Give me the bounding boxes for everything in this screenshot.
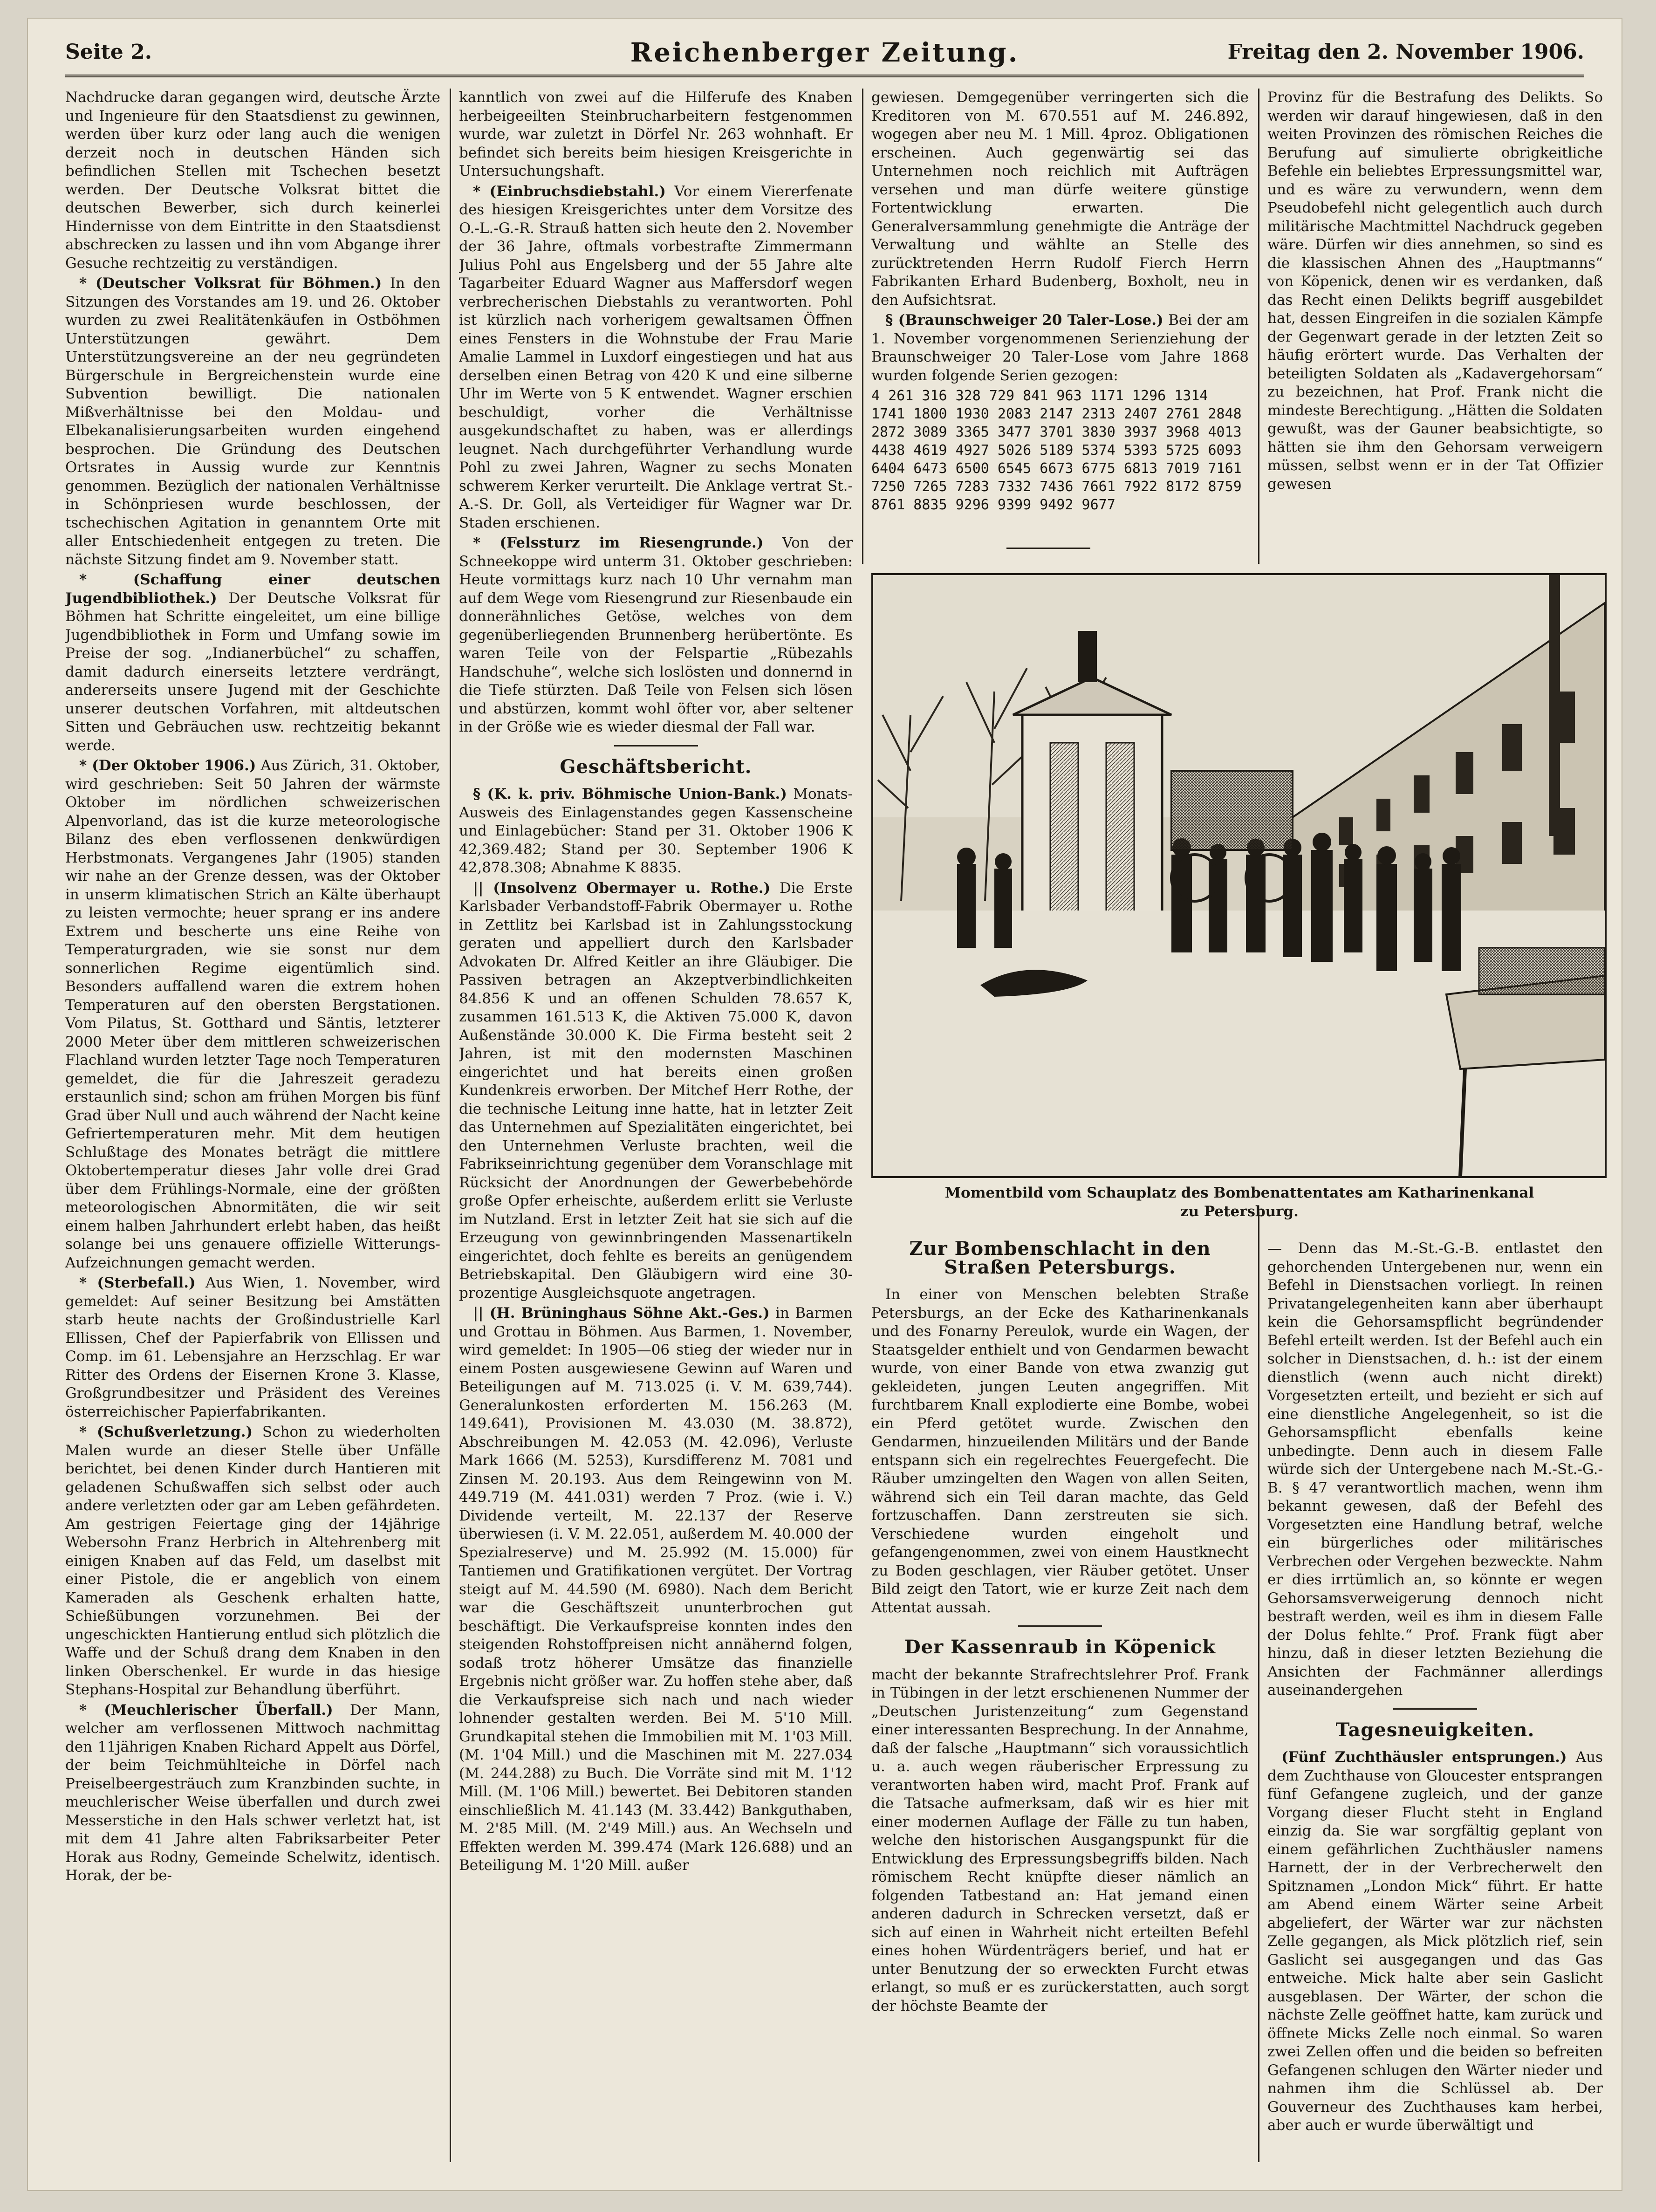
article-paragraph: kanntlich von zwei auf die Hilferufe des Knaben herbeigeeilten Steinbrucharbeitern festgenommen wurde, war zuletzt in Dörfel Nr. 263 wohnhaft. Er befindet sich bereits beim hiesigen Kreisgerichte in Untersuchungshaft. (459, 89, 853, 179)
section-heading: Geschäftsbericht. (560, 755, 752, 778)
column-4-lower (1267, 1240, 1603, 2171)
section-heading: Tagesneuigkeiten. (1335, 1719, 1535, 1741)
section-divider (1018, 1625, 1102, 1627)
article-paragraph: Aus dem Zuchthause von Gloucester entsprangen fünf Gefangene zugleich, und der ganze Vorgang dieser Flucht steht in England einzig da. Sie war sorgfältig geplant von einem gefährlichen Zuchthäusler namens Harnett, der in der Verbrecherwelt den Spitznamen „London Mick“ führt. Er hatte am Abend einem Wärter seine Arbeit abgeliefert, der Wärter war zur nächsten Zelle gegangen, als Mick plötzlich rief, sein Gaslicht sei ausgegangen und das Gas entweiche. Mick halte aber sein Gaslicht ausgeblasen. Der Wärter, der schon die nächste Zelle geöffnet hatte, kam zurück und öffnete Micks Zelle noch einmal. So waren zwei Zellen offen und die beiden so befreiten Gefangenen schlugen den Wärter nieder und nahmen ihm die Schlüssel ab. Der Gouverneur des Zuchthauses kam herbei, aber auch er wurde überwältigt und (1267, 1749, 1603, 2134)
article-headline: § (K. k. priv. Böhmische Union-Bank.) (473, 786, 787, 802)
article-headline: * (Meuchlerischer Überfall.) (79, 1701, 333, 1719)
article-paragraph: Aus Wien, 1. November, wird gemeldet: Auf seiner Besitzung bei Amstätten starb heute nachts der Großindustrielle Karl Ellissen, Chef der Papierfabrik von Ellissen und Comp. im 61. Lebensjahre an Herzschlag. Er war Ritter des Ordens der Eisernen Krone 3. Klasse, Großgrundbesitzer und Präsident des Vereines österreichischer Papierfabrikanten. (65, 1274, 440, 1420)
article-headline: * (Der Oktober 1906.) (79, 757, 256, 774)
figure-caption (881, 1184, 1598, 1221)
article-paragraph: in Barmen und Grottau in Böhmen. Aus Barmen, 1. November, wird gemeldet: In 1905—06 stieg der wieder nur in einem Posten ausgewiesene Gewinn auf Waren und Beteiligungen auf M. 713.025 (i. V. M. 639,744). Generalunkosten erforderten M. 156.263 (M. 149.641), Provisionen M. 43.030 (M. 38.872), Abschreibungen M. 42.053 (M. 42.096), Verluste Mark 1666 (M. 5253), Kursdifferenz M. 7081 und Zinsen M. 20.193. Aus dem Reingewinn von M. 449.719 (M. 441.031) werden 7 Proz. (wie i. V.) Dividende verteilt, M. 22.137 der Reserve überwiesen (i. V. M. 22.051, außerdem M. 40.000 der Spezialreserve) und M. 25.992 (M. 15.000) für Tantiemen und Gratifikationen vergütet. Der Vortrag steigt auf M. 44.590 (M. 6980). Nach dem Bericht war die Geschäftszeit ununterbrochen gut beschäftigt. Die Verkaufspreise konnten indes den steigenden Rohstoffpreisen nicht annähernd folgen, sodaß trotz höherer Umsätze das finanzielle Ergebnis nicht größer war. Zu hoffen stehe aber, daß die Verkaufspreise sich nach und nach wieder lohnender gestalten werden. Bei M. 5'10 Mill. Grundkapital stehen die Immobilien mit M. 1'03 Mill. (M. 1'04 Mill.) und die Maschinen mit M. 227.034 (M. 244.288) zu Buch. Die Vorräte sind mit M. 1'12 Mill. (M. 1'06 Mill.) bewertet. Bei Debitoren standen einschließlich M. 41.143 (M. 33.442) Bankguthaben, M. 2'85 Mill. (M. 2'49 Mill.) aus. An Wechseln und Effekten werden M. 399.474 (Mark 126.688) und an Beteiligung M. 1'20 Mill. außer (459, 1305, 853, 1874)
section-divider (1006, 548, 1090, 549)
article-paragraph: — Denn das M.-St.-G.-B. entlastet den gehorchenden Untergebenen nur, wenn ein Befehl in Dienstsachen vorliegt. In reinen Privatangelegenheiten kann aber überhaupt kein die Gehorsamspflicht begründender Befehl erteilt werden. Ist der Befehl auch ein solcher in Dienstsachen, d. h.: ist der einem dienstlich (wenn auch nicht direkt) Vorgesetzten erteilt, und bezieht er sich auf eine dienstliche Angelegenheit, so ist die Gehorsamspflicht ebenfalls keine unbedingte. Denn auch in diesem Falle würde sich der Untergebene nach M.-St.-G.-B. § 47 verantwortlich machen, wenn ihm bekannt gewesen, daß der Befehl des Vorgesetzten eine Handlung betraf, welche ein bürgerliches oder militärisches Verbrechen oder Vergehen bezweckte. Nahm er dies irrtümlich an, so könnte er wegen Gehorsamsverweigerung dennoch nicht bestraft werden, weil es ihm in diesem Falle der Dolus fehlte.“ Prof. Frank fügt aber hinzu, daß in dieser letzten Beziehung die Ansichten der Fachmänner allerdings auseinandergehen (1267, 1240, 1603, 1698)
article-paragraph: Bei der am 1. November vorgenommenen Serienziehung der Braunschweiger 20 Taler-Lose vom Jahre 1868 wurden folgende Serien gezogen: (871, 312, 1249, 384)
article-headline: * (Schußverletzung.) (79, 1424, 253, 1440)
article-paragraph: macht der bekannte Strafrechtslehrer Prof. Frank in Tübingen in der letzt erschienenen Nummer der „Deutschen Juristenzeitung“ zum Gegenstand einer interessanten Besprechung. In der Annahme, daß der falsche „Hauptmann“ sich voraussichtlich u. a. auch wegen räuberischer Erpressung zu verantworten haben wird, macht Prof. Frank auf die Tatsache aufmerksam, daß wir es hier mit einer modernen Auflage der Fälle zu tun haben, welche den historischen Ausgangspunkt für die Entwicklung des Erpressungsbegriffs bilden. Nach römischem Recht knüpfte dieser nämlich an folgenden Tatbestand an: Hat jemand einen anderen dadurch in Schrecken versetzt, daß er sich auf einen in Wahrheit nicht erteilten Befehl eines hohen Würdenträgers berief, und hat er unter Benutzung der so erweckten Furcht etwas erlangt, so muß er es zurückerstatten, auch sorgt der höchste Beamte der (871, 1666, 1249, 2014)
article-paragraph: Der Deutsche Volksrat für Böhmen hat Schritte eingeleitet, um eine billige Jugendbibliothek in Form und Umfang sowie im Preise der sog. „Indianerbüchel“ zu schaffen, damit dadurch einerseits letztere verdrängt, andererseits unsere Jugend mit der Geschichte unserer deutschen Vorfahren, mit altdeutschen Sitten und Gebräuchen usw. rechtzeitig bekannt werde. (65, 589, 440, 754)
page-number: Seite 2. (65, 40, 152, 64)
newspaper-title: Reichenberger Zeitung. (630, 37, 1020, 68)
article-paragraph: In den Sitzungen des Vorstandes am 19. und 26. Oktober wurden zu zwei Realitätenkäufen in Ostböhmen Unterstützungen gewährt. Dem Unterstützungsvereine an der neu gegründeten Bürgerschule in Bergreichenstein wurde eine Subvention bewilligt. Die nationalen Mißverhältnisse bei den Moldau- und Elbekanalisierungsarbeiten wurden eingehend besprochen. Die Gründung des Deutschen Ortsrates in Aussig wurde zur Kenntnis genommen. Bezüglich der nationalen Verhältnisse in Schönpriesen wurde beschlossen, der tschechischen Agitation in genanntem Orte mit aller Entschiedenheit entgegen zu treten. Die nächste Sitzung findet am 9. November statt. (65, 275, 440, 568)
issue-date: Freitag den 2. November 1906. (1227, 40, 1584, 64)
article-paragraph: Monats-Ausweis des Einlagenstandes gegen Kassenscheine und Einlagebücher: Stand per 31. Oktober 1906 K 42,369.482; Stand per 30. September 1906 K 42,878.308; Abnahme K 8835. (459, 786, 853, 876)
article-headline: || (H. Brüninghaus Söhne Akt.-Ges.) (473, 1305, 770, 1322)
article-paragraph: Aus Zürich, 31. Oktober, wird geschrieben: Seit 50 Jahren der wärmste Oktober im nördlichen schweizerischen Alpenvorland, das ist die kurze meteorologische Bilanz des eben verflossenen denkwürdigen Herbstmonats. Vergangenes Jahr (1905) standen wir nahe an der Grenze dessen, was der Oktober in unserm klimatischen Strich an Kälte überhaupt zu leisten vermochte; heuer sprang er ins andere Extrem und bescherte uns eine Reihe von Temperaturgraden, wie sie sonst nur dem sonnerlichen Regime eigentümlich sind. Besonders auffallend waren die extrem hohen Temperaturen auf den obersten Bergstationen. Vom Pilatus, St. Gotthard und Säntis, letzterer 2000 Meter über dem mittleren schweizerischen Flachland wurden letzter Tage noch Temperaturen gemeldet, die für die Jahreszeit geradezu erstaunlich sind; schon am frühen Morgen bis fünf Grad über Null und auch während der Nacht keine Gefriertemperaturen mehr. Mit dem heutigen Schlußtage des Monates beträgt die mittlere Oktobertemperatur dieses Jahr volle drei Grad über dem Frühlings-Normale, eine der größten meteorologischen Abnormitäten, die wir seit einem halben Jahrhundert erlebt haben, das heißt solange bei uns genauere offizielle Witterungs-Aufzeichnungen gemacht werden. (65, 757, 440, 1271)
section-divider (1393, 1708, 1477, 1710)
section-heading: Zur Bombenschlacht in den (909, 1240, 1211, 1260)
news-illustration (871, 573, 1607, 1178)
column-rule (1258, 89, 1259, 564)
article-paragraph: Vor einem Viererfenate des hiesigen Kreisgerichtes unter dem Vorsitze des O.-L.-G.-R. Strauß hatten sich heute den 2. November der 36 Jahre, oftmals vorbestrafte Zimmermann Julius Pohl aus Engelsberg und der 55 Jahre alte Tagarbeiter Eduard Wagner aus Maffersdorf wegen verbrecherischen Diebstahls zu verantworten. Pohl ist kürzlich nach vorherigem gewaltsamen Öffnen eines Fensters in die Wohnstube der Frau Marie Amalie Lammel in Luxdorf eingestiegen und hat aus derselben einen Betrag von 420 K und eine silberne Uhr im Werte von 5 K entwendet. Wagner erschien beschuldigt, vorher die Verhältnisse ausgekundschaftet zu haben, was er allerdings leugnet. Nach durchgeführter Verhandlung wurde Pohl zu zwei Jahren, Wagner zu sechs Monaten schwerem Kerker verurteilt. Die Anklage vertrat St.-A.-S. Dr. Goll, als Verteidiger für Wagner war Dr. Staden erschienen. (459, 183, 853, 531)
article-paragraph: Von der Schneekoppe wird unterm 31. Oktober geschrieben: Heute vormittags kurz nach 10 Uhr vernahm man auf dem Wege vom Riesengrund zur Riesenbaude ein donnerähnliches Getöse, welches von dem gegenüberliegenden Brunnenberg herübertönte. Es waren Teile von der Felspartie „Rübezahls Handschuhe“, welche sich loslösten und donnernd in die Tiefe stürzten. Daß Teile von Felsen sich lösen und abstürzen, kommt wohl öfter vor, aber seltener in der Größe wie es wieder diesmal der Fall war. (459, 534, 853, 735)
section-heading: Der Kassenraub in Köpenick (904, 1636, 1216, 1658)
article-headline: (Fünf Zuchthäusler entsprungen.) (1281, 1749, 1567, 1766)
column-3-lower (871, 1240, 1249, 2171)
article-paragraph: Schon zu wiederholten Malen wurde an dieser Stelle über Unfälle berichtet, bei denen Kinder durch Hantieren mit geladenen Schußwaffen sich selbst oder auch andere verletzten oder gar am Leben gefährdeten. Am gestrigen Feiertage ging der 14jährige Webersohn Franz Herbrich in Altehrenberg mit einigen Knaben auf das Feld, um daselbst mit einer Pistole, die er angeblich von einem Kameraden als Geschenk erhalten hatte, Schießübungen vorzunehmen. Bei der ungeschickten Hantierung entlud sich plötzlich die Waffe und der Schuß drang dem Knaben in den linken Oberschenkel. Er wurde in das hiesige Stephans-Hospital zur Behandlung überführt. (65, 1424, 440, 1698)
column-2 (459, 89, 853, 2167)
article-paragraph: Die Erste Karlsbader Verbandstoff-Fabrik Obermayer u. Rothe in Zettlitz bei Karlsbad ist in Zahlungsstockung geraten und appelliert durch den Karlsbader Advokaten Dr. Alfred Keitler an ihre Gläubiger. Die Passiven betragen an Akzeptverbindlichkeiten 84.856 K und an offenen Schulden 78.657 K, zusammen 161.513 K, die Aktiven 75.000 K, davon Außenstände 30.000 K. Die Firma besteht seit 2 Jahren, ist mit den modernsten Maschinen eingerichtet und hat bereits einen großen Kundenkreis erworben. Der Mitchef Herr Rothe, der die technische Leitung inne hatte, hat in letzter Zeit das Unternehmen auf Spezialitäten eingerichtet, bei den Unternehmen Verluste brachten, weil die Fabrikseinrichtung gegenüber dem Voranschlage mit Rücksicht der Anordnungen der Gewerbebehörde große Opfer erheischte, außerdem erlitt sie Verluste im Nutzland. Erst in letzter Zeit hat sie sich auf die Erzeugung von gewinnbringenden Massenartikeln eingerichtet, doch fehlte es bereits an genügendem Betriebskapital. Den Gläubigern wird eine 30-prozentige Ausgleichsquote angetragen. (459, 879, 853, 1301)
article-headline: * (Felssturz im Riesengrunde.) (473, 534, 764, 551)
street-scene-image (873, 575, 1605, 1176)
lottery-series-list: 4 261 316 328 729 841 963 1171 1296 1314 1741 1800 1930 2083 2147 2313 2407 2761 2848 2872 3089 3365 3477 3701 3830 3937 3968 4013 4438 4619 4927 5026 5189 5374 5393 5725 6093 6404 6473 6500 6545 6673 6775 6813 7019 7161 7250 7265 7283 7332 7436 7661 7922 8172 8759 8761 8835 9296 9399 9492 9677 (871, 388, 1242, 513)
column-rule (1258, 1212, 1259, 2162)
article-paragraph: Provinz für die Bestrafung des Delikts. So werden wir darauf hingewiesen, daß in den weiten Provinzen des römischen Reiches die Berufung auf simulierte obrigkeitliche Befehle ein beliebtes Erpressungsmittel war, und es wäre zu verwundern, wenn dem Pseudobefehl nicht gelegentlich auch durch militärische Machtmittel Nachdruck gegeben wäre. Dürfen wir dies annehmen, so sind es die klassischen Ahnen des „Hauptmanns“ von Köpenick, denen wir es verdanken, daß das Recht einen Delikts begriff ausgebildet hat, dessen Eingreifen in die sozialen Kämpfe der Gegenwart gerade in der letzten Zeit so häufig erörtert wurde. Das Verhalten der beteiligten Soldaten als „Kadavergehorsam“ zu bezeichnen, hat Prof. Frank nicht die mindeste Berechtigung. „Hätten die Soldaten gewußt, was der Gauner beabsichtigte, so hätten sie ihm den Gehorsam verweigern müssen, selbst wenn er in der Tat Offizier gewesen (1267, 89, 1603, 493)
figure-caption-line: Momentbild vom Schauplatz des Bombenattentates am Katharinenkanal (944, 1185, 1534, 1201)
article-headline: § (Braunschweiger 20 Taler-Lose.) (885, 312, 1163, 329)
article-headline: * (Deutscher Volksrat für Böhmen.) (79, 275, 382, 292)
article-headline: * (Sterbefall.) (79, 1274, 196, 1291)
article-headline: * (Einbruchsdiebstahl.) (473, 183, 666, 200)
column-4-upper (1267, 89, 1603, 564)
article-paragraph: Der Mann, welcher am verflossenen Mittwoch nachmittag den 11jährigen Knaben Richard Appelt aus Dörfel, der beim Teichmühlteiche in Dörfel nach Preiselbeergesträuch zum Kranzbinden suchte, in meuchlerischer Weise überfallen und durch zwei Messerstiche in den Hals schwer verletzt hat, ist mit dem 41 Jahre alten Fabriksarbeiter Peter Horak aus Rodny, Gemeinde Schelwitz, identisch. Horak, der be- (65, 1701, 440, 1884)
article-paragraph: Nachdrucke daran gegangen wird, deutsche Ärzte und Ingenieure für den Staatsdienst zu gewinnen, werden über kurz oder lang auch die wenigen derzeit noch in deutschen Händen sich befindlichen Stellen mit Tschechen besetzt werden. Der Deutsche Volksrat bittet die deutschen Bewerber, sich durch keinerlei Hindernisse von dem Eintritte in den Staatsdienst abschrecken zu lassen und ihn vom Abgange ihrer Gesuche rechtzeitig zu verständigen. (65, 89, 440, 272)
column-rule (862, 89, 863, 564)
article-paragraph: gewiesen. Demgegenüber verringerten sich die Kreditoren von M. 670.551 auf M. 246.892, wogegen aber neu M. 1 Mill. 4proz. Obligationen erscheinen. Auch gegenwärtig sei das Unternehmen noch reichlich mit Aufträgen versehen und man dürfe weitere günstige Fortentwicklung erwarten. Die Generalversammlung genehmigte die Anträge der Verwaltung und wählte an Stelle des zurücktretenden Herrn Rudolf Fierch Herrn Fabrikanten Erhard Budenberg, Boxholt, neu in den Aufsichtsrat. (871, 89, 1249, 308)
article-paragraph: In einer von Menschen belebten Straße Petersburgs, an der Ecke des Katharinenkanals und des Fonarny Pereulok, wurde ein Wagen, der Staatsgelder enthielt und von Gendarmen bewacht wurde, von einer Bande von etwa zwanzig gut gekleideten, jungen Leuten angegriffen. Mit furchtbarem Knall explodierte eine Bombe, wobei ein Pferd getötet wurde. Zwischen den Gendarmen, hinzueilenden Militärs und der Bande entspann sich ein regelrechtes Feuergefecht. Die Räuber umzingelten den Wagen von allen Seiten, während sich ein Teil daran machte, das Geld fortzuschaffen. Dann zerstreuten sie sich. Verschiedene wurden eingeholt und gefangengenommen, zwei von einem Haustknecht zu Boden geschlagen, vier Räuber getötet. Unser Bild zeigt den Tatort, wie er kurze Zeit nach dem Attentat aussah. (871, 1286, 1249, 1616)
masthead (65, 37, 1584, 77)
article-headline: * (Schaffung einer deutschen Jugendbibliothek.) (65, 571, 440, 607)
column-rule (450, 89, 451, 2162)
column-1 (65, 89, 440, 2167)
section-divider (614, 745, 698, 746)
newspaper-page (28, 19, 1622, 2190)
figure-caption-line: zu Petersburg. (1180, 1203, 1299, 1220)
column-3-upper (871, 89, 1249, 564)
article-headline: || (Insolvenz Obermayer u. Rothe.) (473, 879, 771, 897)
section-heading: Straßen Petersburgs. (944, 1256, 1176, 1278)
